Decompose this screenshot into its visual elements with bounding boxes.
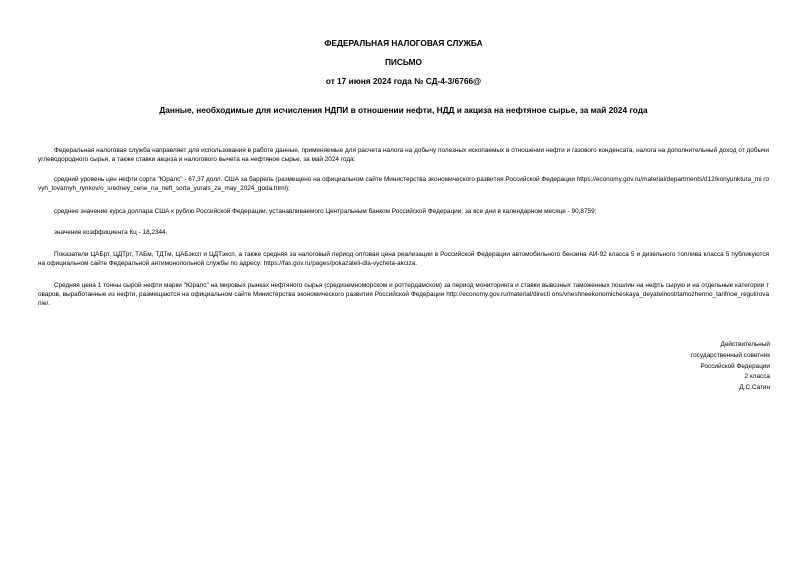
signature-line-4: 2 класса	[744, 373, 770, 381]
signature-block	[620, 340, 770, 394]
signature-line-1: Действительный	[720, 341, 770, 348]
signature-name: Д.С.Сатин	[739, 384, 770, 392]
intro-paragraph: Федеральная налоговая служба направляет для использования в работе данные, применяемые для расчета налога на добычу полезных ископаемых в отношении нефти и газового конденсата, налога на дополнительный доход от добычи углеводородного сырья, а также ставки акциза и налогового вычета на нефтяное сырье, за май 2024 года:	[38, 147, 769, 163]
list-item-oil-price: средний уровень цен нефти сорта "Юралс" - 67,37 долл. США за баррель (размещено на официальном сайте Министерства экономического развития Российской Федерации https://economy.gov.ru/material/departments/d12/konyunktura_mi rovyh_tovarnyh_rynkov/o_sredney_cene_na_neft_sorta_yurals_za_may_2024_goda.html);	[38, 176, 769, 192]
document-subject: Данные, необходимые для исчисления НДПИ в отношении нефти, НДД и акциза на нефтяное сырье, за май 2024 года	[159, 105, 648, 115]
customs-paragraph: Средняя цена 1 тонны сырой нефти марки "Юралс" на мировых рынках нефтяного сырья (средиземноморском и роттердамском) за период мониторинга и ставки вывозных таможенных пошлин на нефть сырую и на отдельные категории товаров, выработанные из нефти, размещаются на официальном сайте Министерства экономического развития Российской Федерации http://economy.gov.ru/material/directi ons/vneshneekonomicheskaya_deyatelnost/tamozhenno_tarifnoe_regulirovanie/.	[38, 282, 769, 307]
list-item-exchange-rate: среднее значение курса доллара США к рублю Российской Федерации, устанавливаемого Центральным банком Российской Федерации, за все дни в календарном месяце - 90,8759;	[54, 208, 597, 215]
date-number: от 17 июня 2024 года № СД-4-3/6766@	[325, 76, 482, 86]
agency-title: ФЕДЕРАЛЬНАЯ НАЛОГОВАЯ СЛУЖБА	[324, 38, 483, 48]
fas-paragraph: Показатели ЦАБрт, ЦДТрт, ТАБм, ТДТм, ЦАБэксп и ЦДТэксп, а также средняя за налоговый период оптовая цена реализации в Российской Федерации автомобильного бензина АИ-92 класса 5 и дизельного топлива класса 5 публикуются на официальном сайте Федеральной антимонопольной службы по адресу: https://fas.gov.ru/pages/pokazateli-dla-vycheta-akciza.	[38, 251, 769, 267]
signature-line-2: государственный советник	[690, 351, 770, 359]
list-item-coefficient: значение коэффициента Кц - 18,2344.	[54, 229, 168, 236]
document-type: ПИСЬМО	[384, 57, 423, 67]
signature-line-3: Российской Федерации	[700, 362, 770, 370]
